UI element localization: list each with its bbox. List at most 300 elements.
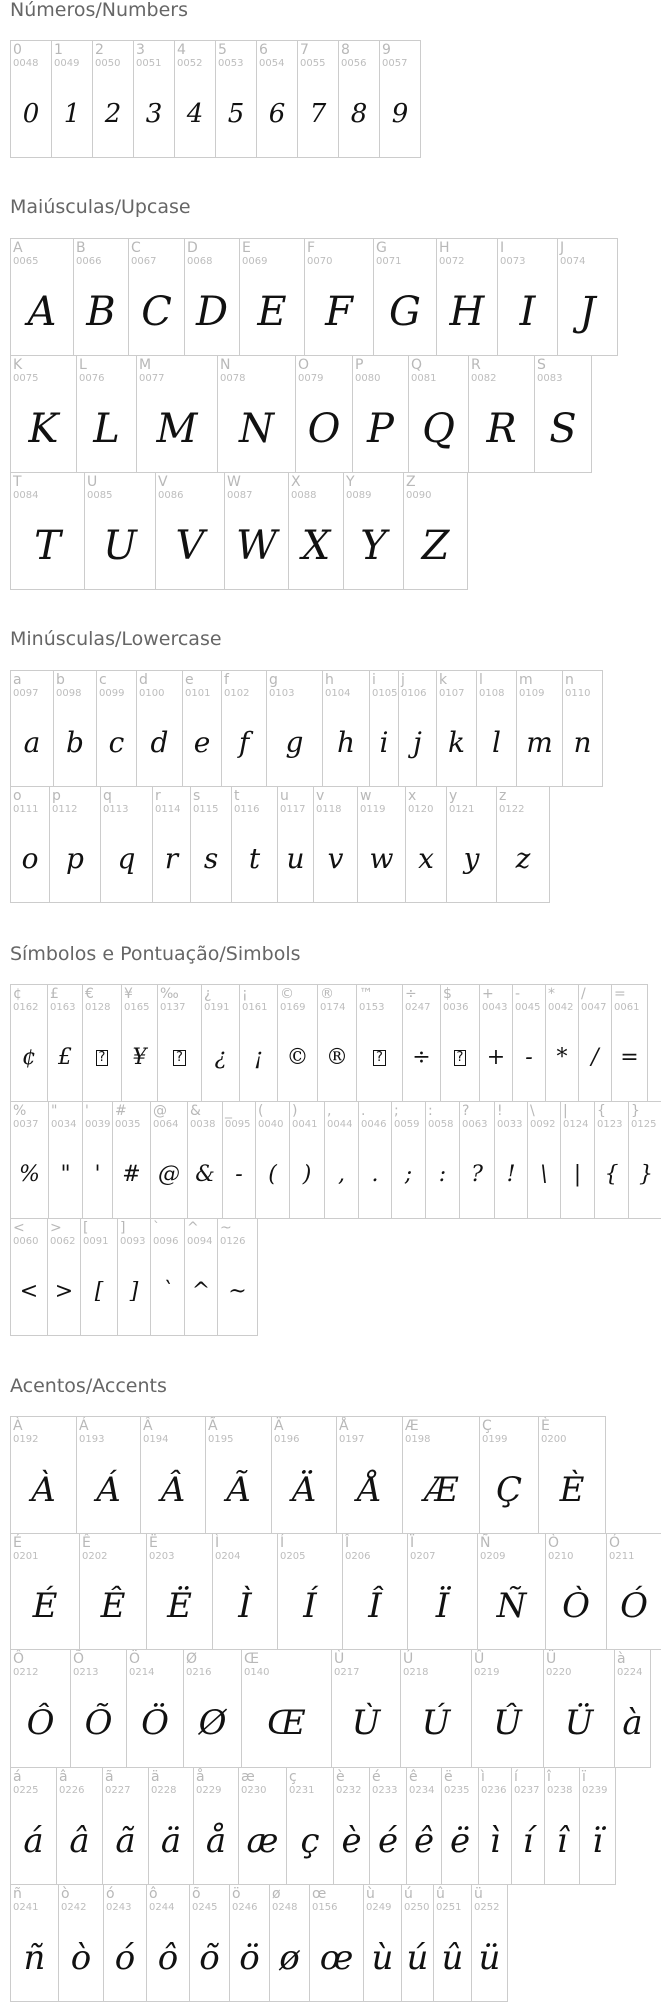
- glyph-sample: y: [463, 842, 480, 875]
- character-code: 0057: [382, 58, 408, 69]
- character-code: 0067: [131, 256, 157, 267]
- glyph-sample: \: [540, 1162, 548, 1187]
- character-label: Ã: [208, 1418, 218, 1434]
- character-code: 0216: [186, 1667, 212, 1678]
- character-label: c: [99, 672, 107, 688]
- character-code: 0226: [59, 1785, 85, 1796]
- glyph-sample: ": [60, 1162, 71, 1187]
- glyph-sample: Á: [96, 1470, 121, 1510]
- character-code: 0137: [160, 1002, 186, 1013]
- character-label: d: [139, 672, 148, 688]
- character-code: 0236: [481, 1785, 507, 1796]
- glyph-cell: [184, 238, 240, 356]
- character-label: ®: [320, 986, 334, 1002]
- glyph-sample: D: [195, 289, 229, 335]
- character-label: ï: [582, 1769, 586, 1785]
- character-label: @: [153, 1103, 167, 1119]
- glyph-sample: ô: [157, 1938, 179, 1978]
- glyph-sample: @: [158, 1162, 180, 1187]
- glyph-cell: [357, 786, 406, 903]
- character-code: 0165: [124, 1002, 150, 1013]
- character-code: 0230: [241, 1785, 267, 1796]
- glyph-sample: Ì: [238, 1586, 252, 1626]
- character-code: 0037: [13, 1119, 39, 1130]
- glyph-cell: [356, 984, 403, 1102]
- character-label: <: [13, 1220, 25, 1236]
- character-label: Î: [345, 1535, 350, 1551]
- glyph-cell: [562, 670, 603, 787]
- character-code: 0103: [269, 688, 295, 699]
- character-code: 0090: [406, 490, 432, 501]
- character-code: 0096: [153, 1236, 179, 1247]
- glyph-cell: [471, 1884, 508, 2002]
- glyph-cell: [10, 1101, 49, 1219]
- character-label: Z: [406, 474, 416, 490]
- glyph-cell: [255, 1101, 290, 1219]
- glyph-sample: Q: [422, 406, 455, 452]
- character-code: 0205: [280, 1551, 306, 1562]
- glyph-sample: I: [519, 289, 536, 335]
- glyph-cell: [241, 1649, 332, 1768]
- glyph-cell: [497, 238, 558, 356]
- glyph-sample: Z: [421, 523, 450, 569]
- character-code: 0054: [259, 58, 285, 69]
- glyph-cell: [10, 786, 50, 903]
- character-code: 0213: [73, 1667, 99, 1678]
- glyph-cell: [271, 1416, 337, 1534]
- character-code: 0111: [13, 804, 39, 815]
- character-label: ä: [151, 1769, 160, 1785]
- character-code: 0092: [530, 1119, 556, 1130]
- glyph-sample: ï: [592, 1821, 603, 1861]
- glyph-sample: â: [69, 1821, 90, 1861]
- character-label: û: [436, 1886, 445, 1902]
- glyph-sample: Ç: [495, 1470, 522, 1510]
- glyph-sample: ®: [326, 1045, 348, 1070]
- character-code: 0118: [316, 804, 342, 815]
- glyph-cell: [468, 355, 535, 473]
- character-label: n: [565, 672, 574, 688]
- glyph-sample: Õ: [84, 1703, 113, 1743]
- glyph-cell: [222, 1101, 256, 1219]
- section-title-upcase: Maiúsculas/Upcase: [10, 196, 191, 218]
- character-label: R: [471, 357, 481, 373]
- glyph-cell: [479, 1416, 539, 1534]
- character-code: 0201: [13, 1551, 39, 1562]
- glyph-cell: [53, 670, 97, 787]
- character-code: 0039: [85, 1119, 111, 1130]
- glyph-sample: ¿: [214, 1045, 227, 1070]
- glyph-sample: ü: [478, 1938, 501, 1978]
- glyph-cell: [476, 670, 517, 787]
- character-label: \: [530, 1103, 535, 1119]
- character-code: 0056: [341, 58, 367, 69]
- character-label: 3: [136, 42, 145, 58]
- character-code: 0073: [500, 256, 526, 267]
- character-code: 0069: [242, 256, 268, 267]
- glyph-sample: E: [257, 289, 287, 335]
- character-label: â: [59, 1769, 68, 1785]
- section-title-symbols: Símbolos e Pontuação/Simbols: [10, 943, 301, 965]
- glyph-cell: [309, 1884, 364, 2002]
- character-code: 0087: [227, 490, 253, 501]
- glyph-cell: [594, 1101, 629, 1219]
- glyph-cell: [436, 670, 477, 787]
- glyph-sample: {: [604, 1162, 619, 1187]
- character-code: 0047: [581, 1002, 607, 1013]
- character-label: ñ: [13, 1886, 22, 1902]
- character-label: Û: [474, 1651, 485, 1667]
- character-label: .: [361, 1103, 366, 1119]
- glyph-cell: [317, 984, 357, 1102]
- glyph-cell: [10, 1533, 80, 1650]
- glyph-sample: ê: [413, 1821, 435, 1861]
- character-code: 0169: [280, 1002, 306, 1013]
- glyph-sample: F: [325, 289, 353, 335]
- character-label: £: [50, 986, 59, 1002]
- glyph-cell: [157, 984, 202, 1102]
- character-label: &: [190, 1103, 201, 1119]
- glyph-cell: [133, 40, 175, 158]
- character-code: 0055: [300, 58, 326, 69]
- glyph-sample: œ: [319, 1938, 354, 1978]
- glyph-cell: [471, 1649, 544, 1768]
- glyph-sample: Œ: [267, 1703, 306, 1743]
- character-label: å: [196, 1769, 205, 1785]
- glyph-cell: [51, 40, 93, 158]
- glyph-sample: a: [23, 726, 41, 759]
- character-code: 0161: [242, 1002, 268, 1013]
- character-label: l: [479, 672, 483, 688]
- character-label: È: [541, 1418, 550, 1434]
- glyph-sample: <: [19, 1279, 39, 1304]
- character-code: 0121: [449, 804, 475, 815]
- glyph-cell: [56, 1767, 103, 1885]
- glyph-cell: [229, 1884, 270, 2002]
- glyph-cell: [557, 238, 618, 356]
- character-label: e: [185, 672, 194, 688]
- glyph-sample: Ú: [421, 1703, 451, 1743]
- character-label: ç: [289, 1769, 297, 1785]
- character-code: 0051: [136, 58, 162, 69]
- glyph-cell: [406, 1767, 442, 1885]
- glyph-cell: [512, 984, 546, 1102]
- character-label: ø: [272, 1886, 281, 1902]
- character-code: 0237: [514, 1785, 540, 1796]
- glyph-cell: [136, 670, 183, 787]
- glyph-cell: [102, 1767, 149, 1885]
- character-label: v: [316, 788, 325, 804]
- character-label: /: [581, 986, 586, 1002]
- character-code: 0224: [617, 1667, 643, 1678]
- character-label: N: [220, 357, 231, 373]
- glyph-sample: K: [28, 406, 59, 452]
- character-code: 0140: [244, 1667, 270, 1678]
- character-label: æ: [241, 1769, 255, 1785]
- character-code: 0239: [582, 1785, 608, 1796]
- glyph-sample: ñ: [23, 1938, 46, 1978]
- character-code: 0086: [158, 490, 184, 501]
- character-label: Ì: [215, 1535, 220, 1551]
- glyph-cell: [322, 670, 370, 787]
- character-code: 0119: [360, 804, 386, 815]
- glyph-sample: É: [32, 1586, 58, 1626]
- missing-glyph-frame: ?: [173, 1050, 186, 1066]
- glyph-cell: [47, 984, 83, 1102]
- character-label: -: [515, 986, 521, 1002]
- glyph-sample: O: [307, 406, 341, 452]
- character-label: j: [401, 672, 405, 688]
- glyph-sample: ù: [371, 1938, 394, 1978]
- character-code: 0202: [82, 1551, 108, 1562]
- glyph-sample: ú: [406, 1938, 429, 1978]
- character-code: 0114: [155, 804, 181, 815]
- character-label: V: [158, 474, 168, 490]
- glyph-cell: [201, 984, 240, 1102]
- glyph-cell: [494, 1101, 528, 1219]
- character-label: 1: [54, 42, 63, 58]
- character-code: 0192: [13, 1434, 39, 1445]
- glyph-sample: R: [486, 406, 517, 452]
- glyph-sample: -: [525, 1045, 533, 1070]
- glyph-cell: [277, 1533, 343, 1650]
- glyph-sample: é: [377, 1821, 399, 1861]
- glyph-sample: m: [526, 726, 553, 759]
- character-label: !: [497, 1103, 503, 1119]
- character-code: 0245: [192, 1902, 218, 1913]
- glyph-sample: 5: [227, 99, 245, 129]
- glyph-sample: *: [556, 1045, 568, 1070]
- character-code: 0195: [208, 1434, 234, 1445]
- glyph-cell: [313, 786, 358, 903]
- glyph-sample: i: [379, 726, 389, 759]
- glyph-cell: [10, 238, 74, 356]
- glyph-sample: î: [556, 1821, 568, 1861]
- glyph-sample: e: [193, 726, 211, 759]
- glyph-cell: [10, 1767, 57, 1885]
- character-code: 0081: [411, 373, 437, 384]
- character-code: 0061: [614, 1002, 640, 1013]
- character-label: Y: [346, 474, 355, 490]
- character-code: 0212: [13, 1667, 39, 1678]
- character-label: ê: [409, 1769, 418, 1785]
- character-code: 0102: [224, 688, 250, 699]
- glyph-sample: `: [162, 1279, 173, 1304]
- character-code: 0199: [482, 1434, 508, 1445]
- character-label: |: [563, 1103, 568, 1119]
- character-code: 0049: [54, 58, 80, 69]
- character-code: 0088: [291, 490, 317, 501]
- glyph-sample: ö: [239, 1938, 260, 1978]
- glyph-cell: [10, 472, 85, 590]
- character-label: ~: [220, 1220, 232, 1236]
- glyph-cell: [150, 1101, 188, 1219]
- character-label: H: [439, 240, 450, 256]
- glyph-cell: [496, 786, 550, 903]
- character-label: à: [617, 1651, 626, 1667]
- glyph-cell: [343, 472, 404, 590]
- missing-glyph-box: [357, 1044, 402, 1072]
- character-code: 0210: [548, 1551, 574, 1562]
- glyph-cell: [560, 1101, 595, 1219]
- glyph-cell: [477, 1533, 546, 1650]
- character-label: I: [500, 240, 505, 256]
- character-label: õ: [192, 1886, 201, 1902]
- glyph-sample: Ö: [141, 1703, 169, 1743]
- character-code: 0095: [225, 1119, 251, 1130]
- character-label: ¿: [204, 986, 212, 1002]
- glyph-cell: [189, 1884, 230, 2002]
- glyph-cell: [10, 984, 48, 1102]
- glyph-cell: [76, 355, 137, 473]
- character-code: 0107: [439, 688, 465, 699]
- glyph-sample: û: [441, 1938, 464, 1978]
- character-code: 0229: [196, 1785, 222, 1796]
- glyph-cell: [10, 355, 77, 473]
- section-title-accents: Acentos/Accents: [10, 1375, 167, 1397]
- glyph-cell: [614, 1649, 651, 1768]
- glyph-sample: o: [21, 842, 39, 875]
- glyph-sample: T: [34, 523, 61, 569]
- character-label: ü: [474, 1886, 483, 1902]
- character-code: 0227: [105, 1785, 131, 1796]
- glyph-sample: x: [418, 842, 434, 875]
- glyph-cell: [10, 40, 52, 158]
- character-label: f: [224, 672, 229, 688]
- character-code: 0043: [482, 1002, 508, 1013]
- character-label: %: [13, 1103, 27, 1119]
- character-code: 0085: [87, 490, 113, 501]
- glyph-sample: =: [620, 1045, 639, 1070]
- character-label: K: [13, 357, 23, 373]
- glyph-sample: Ü: [564, 1703, 594, 1743]
- glyph-cell: [183, 1649, 242, 1768]
- glyph-cell: [239, 238, 305, 356]
- character-label: ^: [187, 1220, 199, 1236]
- glyph-cell: [277, 984, 318, 1102]
- character-label: U: [87, 474, 98, 490]
- character-label: m: [519, 672, 533, 688]
- missing-glyph-box: [83, 1044, 121, 1072]
- glyph-sample: n: [573, 726, 592, 759]
- character-code: 0065: [13, 256, 39, 267]
- character-label: O: [298, 357, 310, 373]
- glyph-sample: v: [327, 842, 344, 875]
- character-label: z: [499, 788, 507, 804]
- character-code: 0046: [361, 1119, 387, 1130]
- character-label: á: [13, 1769, 22, 1785]
- character-code: 0048: [13, 58, 39, 69]
- glyph-sample: Â: [160, 1470, 186, 1510]
- character-label: G: [376, 240, 387, 256]
- character-code: 0200: [541, 1434, 567, 1445]
- character-label: 5: [218, 42, 227, 58]
- glyph-sample: W: [235, 523, 278, 569]
- character-label: F: [307, 240, 316, 256]
- glyph-cell: [459, 1101, 495, 1219]
- character-label: 4: [177, 42, 186, 58]
- glyph-cell: [545, 984, 579, 1102]
- glyph-cell: [516, 670, 563, 787]
- glyph-cell: [545, 1533, 607, 1650]
- glyph-cell: [369, 670, 399, 787]
- glyph-sample: w: [369, 842, 394, 875]
- glyph-cell: [150, 1218, 185, 1336]
- glyph-sample: Î: [368, 1586, 382, 1626]
- character-code: 0241: [13, 1902, 39, 1913]
- glyph-cell: [82, 984, 122, 1102]
- glyph-sample: ¢: [22, 1045, 36, 1070]
- glyph-cell: [611, 984, 648, 1102]
- glyph-cell: [402, 1416, 480, 1534]
- glyph-sample: í: [522, 1821, 534, 1861]
- glyph-sample: È: [559, 1470, 585, 1510]
- character-code: 0197: [339, 1434, 365, 1445]
- character-code: 0106: [401, 688, 427, 699]
- glyph-sample: l: [492, 726, 501, 759]
- character-label: Ú: [403, 1651, 414, 1667]
- character-label: ô: [149, 1886, 158, 1902]
- character-label: ©: [280, 986, 294, 1002]
- character-code: 0100: [139, 688, 165, 699]
- character-code: 0206: [345, 1551, 371, 1562]
- glyph-sample: ?: [471, 1162, 483, 1187]
- character-code: 0053: [218, 58, 244, 69]
- glyph-sample: &: [195, 1162, 215, 1187]
- character-code: 0038: [190, 1119, 216, 1130]
- character-label: ú: [404, 1886, 413, 1902]
- character-label: 2: [95, 42, 104, 58]
- glyph-sample: Û: [493, 1703, 522, 1743]
- glyph-cell: [140, 1416, 206, 1534]
- glyph-sample: Ø: [198, 1703, 227, 1743]
- character-label: y: [449, 788, 458, 804]
- character-label: D: [187, 240, 198, 256]
- character-label: ã: [105, 1769, 114, 1785]
- character-code: 0062: [50, 1236, 76, 1247]
- glyph-cell: [100, 786, 153, 903]
- character-label: +: [482, 986, 494, 1002]
- glyph-sample: 2: [104, 99, 122, 129]
- glyph-sample: q: [117, 842, 136, 875]
- character-label: M: [139, 357, 152, 373]
- character-code: 0082: [471, 373, 497, 384]
- character-code: 0058: [428, 1119, 454, 1130]
- glyph-cell: [256, 40, 298, 158]
- glyph-cell: [402, 984, 441, 1102]
- glyph-sample: 6: [268, 99, 286, 129]
- character-label: w: [360, 788, 372, 804]
- glyph-cell: [446, 786, 497, 903]
- character-label: í: [514, 1769, 518, 1785]
- character-code: 0044: [327, 1119, 353, 1130]
- character-code: 0072: [439, 256, 465, 267]
- glyph-sample: k: [448, 726, 465, 759]
- glyph-cell: [369, 1767, 407, 1885]
- glyph-cell: [103, 1884, 147, 2002]
- character-label: Ö: [129, 1651, 141, 1667]
- glyph-cell: [295, 355, 353, 473]
- character-code: 0040: [258, 1119, 284, 1130]
- glyph-cell: [579, 1767, 616, 1885]
- glyph-sample: Æ: [423, 1470, 459, 1510]
- glyph-cell: [543, 1649, 615, 1768]
- glyph-cell: [73, 238, 129, 356]
- character-label: B: [76, 240, 86, 256]
- character-label: o: [13, 788, 22, 804]
- character-code: 0238: [547, 1785, 573, 1796]
- glyph-cell: [266, 670, 323, 787]
